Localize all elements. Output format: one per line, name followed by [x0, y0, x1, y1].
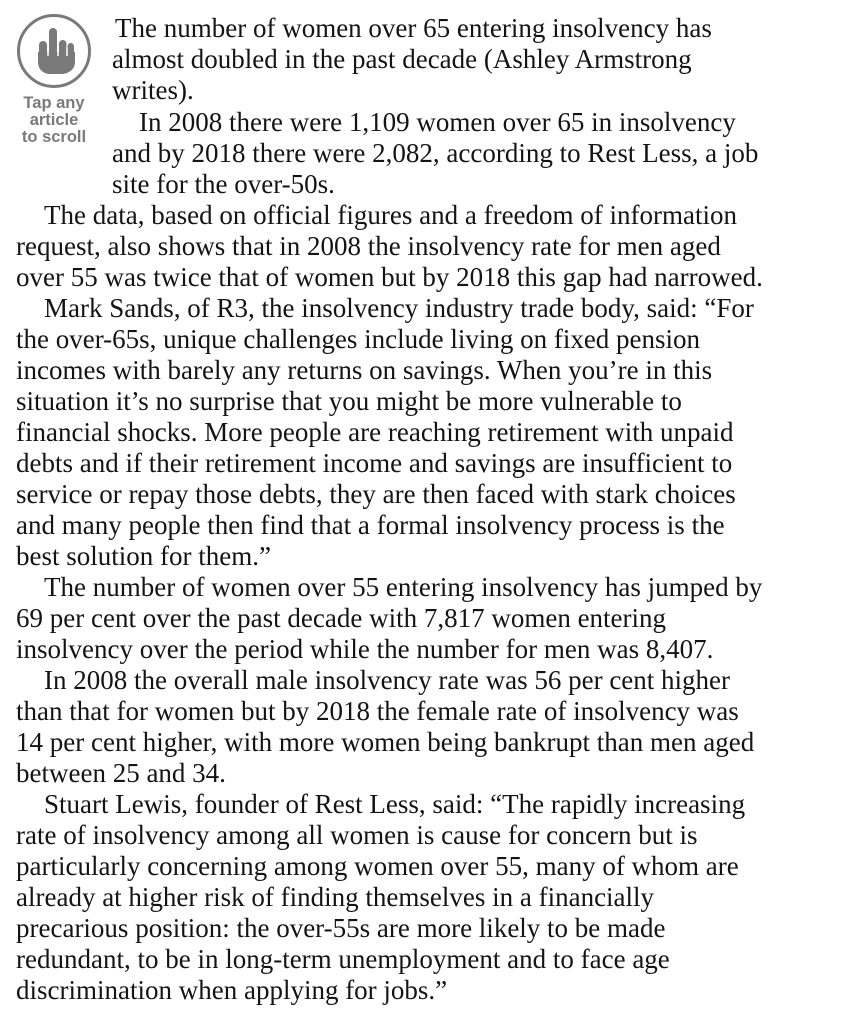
article-line: and many people then find that a formal insolvency process is the: [16, 510, 725, 540]
article-line: almost doubled in the past decade (Ashley Armstrong: [112, 44, 692, 74]
article-line: between 25 and 34.: [16, 758, 226, 788]
article-line: best solution for them.”: [16, 541, 271, 571]
article-line: The number of women over 65 entering insolvency has: [115, 13, 712, 43]
article-line: In 2008 the overall male insolvency rate was 56 per cent higher: [44, 665, 731, 695]
article-line: writes).: [112, 75, 194, 105]
article-line: financial shocks. More people are reaching retirement with unpaid: [16, 417, 734, 447]
article-line: the over-65s, unique challenges include living on fixed pension: [16, 324, 701, 354]
article-line: situation it’s no surprise that you might be more vulnerable to: [16, 386, 682, 416]
article-line: already at higher risk of finding themselves in a financially: [16, 882, 655, 912]
article-line: The data, based on official figures and a freedom of information: [44, 200, 737, 230]
article-line: 14 per cent higher, with more women being bankrupt than men aged: [16, 727, 755, 757]
article-line: incomes with barely any returns on savings. When you’re in this: [16, 355, 713, 385]
article-line: over 55 was twice that of women but by 2018 this gap had narrowed.: [16, 262, 763, 292]
article-line: discrimination when applying for jobs.”: [16, 975, 448, 1005]
article-line: precarious position: the over-55s are more likely to be made: [16, 913, 666, 943]
article-line: Mark Sands, of R3, the insolvency industry trade body, said: “For: [44, 293, 754, 323]
article-line: and by 2018 there were 2,082, according to Rest Less, a job: [112, 138, 759, 168]
article-line: than that for women but by 2018 the female rate of insolvency was: [16, 696, 739, 726]
article-line: rate of insolvency among all women is cause for concern but is: [16, 820, 698, 850]
article-line: redundant, to be in long-term unemployment and to face age: [16, 944, 670, 974]
article-line: Stuart Lewis, founder of Rest Less, said: “The rapidly increasing: [44, 789, 746, 819]
hand-pointer-icon: [32, 26, 76, 76]
article-line: 69 per cent over the past decade with 7,817 women entering: [16, 603, 667, 633]
article-line: service or repay those debts, they are then faced with stark choices: [16, 479, 736, 509]
article-line: The number of women over 55 entering insolvency has jumped by: [44, 572, 763, 602]
article-line: site for the over-50s.: [112, 169, 335, 199]
tap-to-scroll-button[interactable]: [8, 14, 100, 146]
article-line: particularly concerning among women over 55, many of whom are: [16, 851, 739, 881]
tap-label: [8, 95, 100, 146]
article-line: debts and if their retirement income and savings are insufficient to: [16, 448, 733, 478]
article-line: insolvency over the period while the number for men was 8,407.: [16, 634, 714, 664]
tap-icon-circle[interactable]: [17, 14, 91, 88]
article-line: In 2008 there were 1,109 women over 65 in insolvency: [139, 107, 736, 137]
tap-label-line: Tap any: [23, 94, 85, 112]
tap-label-line: article: [29, 111, 79, 129]
tap-label-line: to scroll: [21, 128, 87, 146]
article-line: request, also shows that in 2008 the insolvency rate for men aged: [16, 231, 721, 261]
